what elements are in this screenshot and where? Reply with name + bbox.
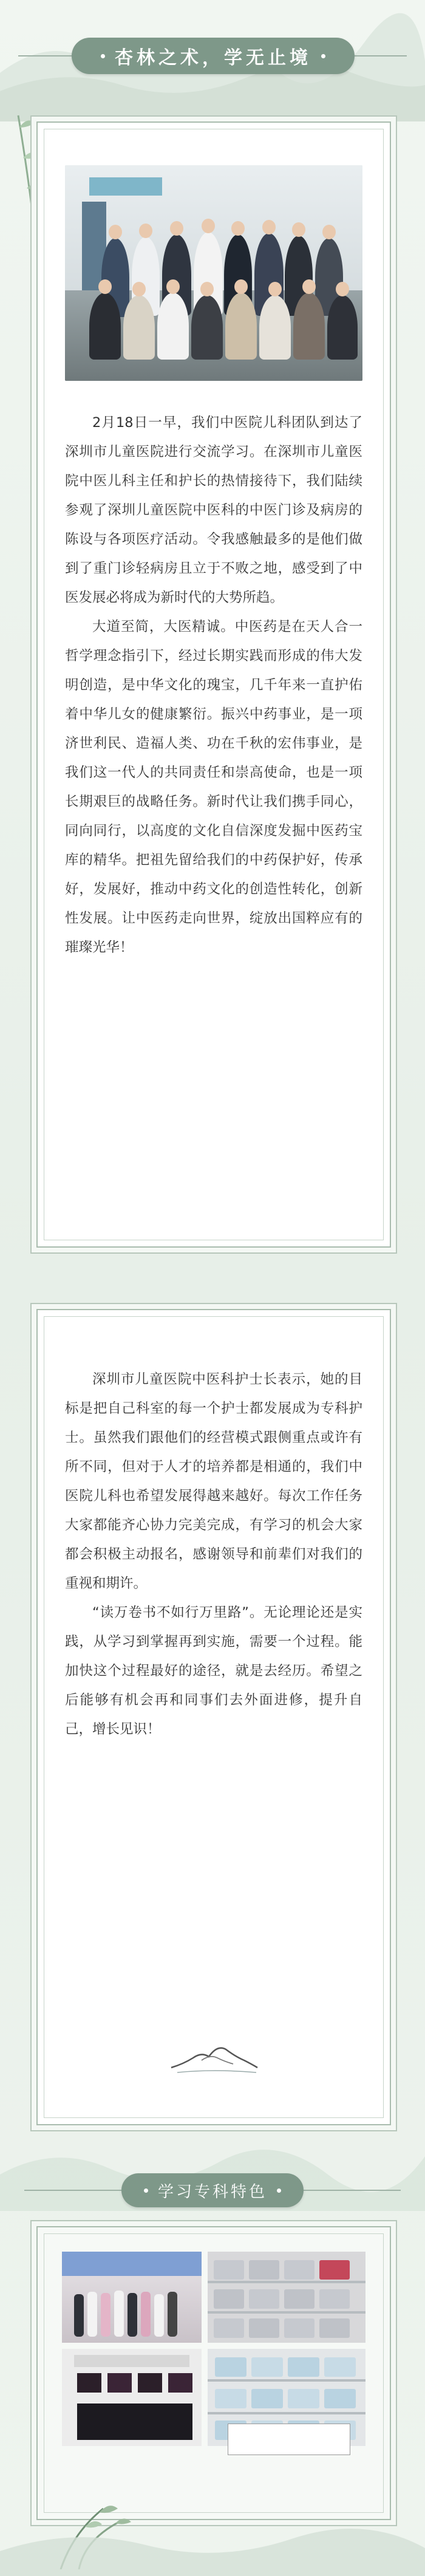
caption-box — [228, 2424, 350, 2455]
pill-dot-left — [101, 54, 105, 58]
title-left-line — [18, 55, 73, 56]
header-title-pill — [72, 38, 355, 74]
sub-pill-dot-left — [144, 2188, 148, 2193]
photo-team-hallway — [62, 2252, 202, 2343]
photo-storage-bins — [208, 2252, 365, 2343]
page-title: 杏林之术，学无止境 — [115, 47, 311, 69]
photo-medicine-cabinets — [62, 2349, 202, 2446]
title-right-line — [355, 55, 407, 56]
bottom-mountain-decoration — [0, 2521, 425, 2576]
section2-paragraph-1: 深圳市儿童医院中医科护士长表示，她的目标是把自己科室的每一个护士都发展成为专科护士。虽然我们跟他们的经营模式跟侧重点或许有所不同，但对于人才的培养都是相通的，我们中医院儿科也希望发展得越来越好。每次工作任务大家都能齐心协力完美完成，有学习的机会大家都会积极主动报名，感谢领导和前辈们对我们的重视和期许。 — [65, 1372, 362, 1591]
section1-paragraph-1: 2月18日一早，我们中医院儿科团队到达了深圳市儿童医院进行交流学习。在深圳市儿童医院中医儿科主任和护长的热情接待下，我们陆续参观了深圳儿童医院中医科的中医门诊及病房的陈设与各项医疗活动。令我感触最多的是他们做到了重门诊轻病房且立于不败之地，感受到了中医发展必将成为新时代的大势所趋。 — [65, 415, 362, 606]
section2-paragraph-2: “读万卷书不如行万里路”。无论理论还是实践，从学习到掌握再到实施，需要一个过程。能加快这个过程最好的途径，就是去经历。希望之后能够有机会再和同事们去外面进修，提升自己，增长见识！ — [65, 1605, 362, 1737]
section1-frame — [36, 121, 391, 1248]
section3-title-pill — [121, 2173, 304, 2207]
pill-dot-right — [321, 54, 325, 58]
sub-pill-dot-right — [277, 2188, 281, 2193]
mountain-ink-icon — [165, 2036, 262, 2079]
section2-frame — [36, 1309, 391, 2125]
section3-frame — [36, 2226, 391, 2520]
section1-text — [65, 408, 362, 962]
section2-text — [65, 1365, 362, 1744]
sub-right-line — [304, 2190, 401, 2191]
sub-left-line — [24, 2190, 121, 2191]
group-photo — [65, 165, 362, 381]
section1-paragraph-2: 大道至简，大医精诚。中医药是在天人合一哲学理念指引下，经过长期实践而形成的伟大发明创造，是中华文化的瑰宝，几千年来一直护佑着中华儿女的健康繁衍。振兴中药事业，是一项济世利民、造福人类、功在千秋的宏伟事业，是我们这一代人的共同责任和崇高使命，也是一项长期艰巨的战略任务。新时代让我们携手同心，同向同行，以高度的文化自信深度发掘中医药宝库的精华。把祖先留给我们的中药保护好，传承好，发展好，推动中药文化的创造性转化，创新性发展。让中医药走向世界，绽放出国粹应有的璀璨光华！ — [65, 619, 362, 955]
section3-title: 学习专科特色 — [157, 2182, 267, 2201]
